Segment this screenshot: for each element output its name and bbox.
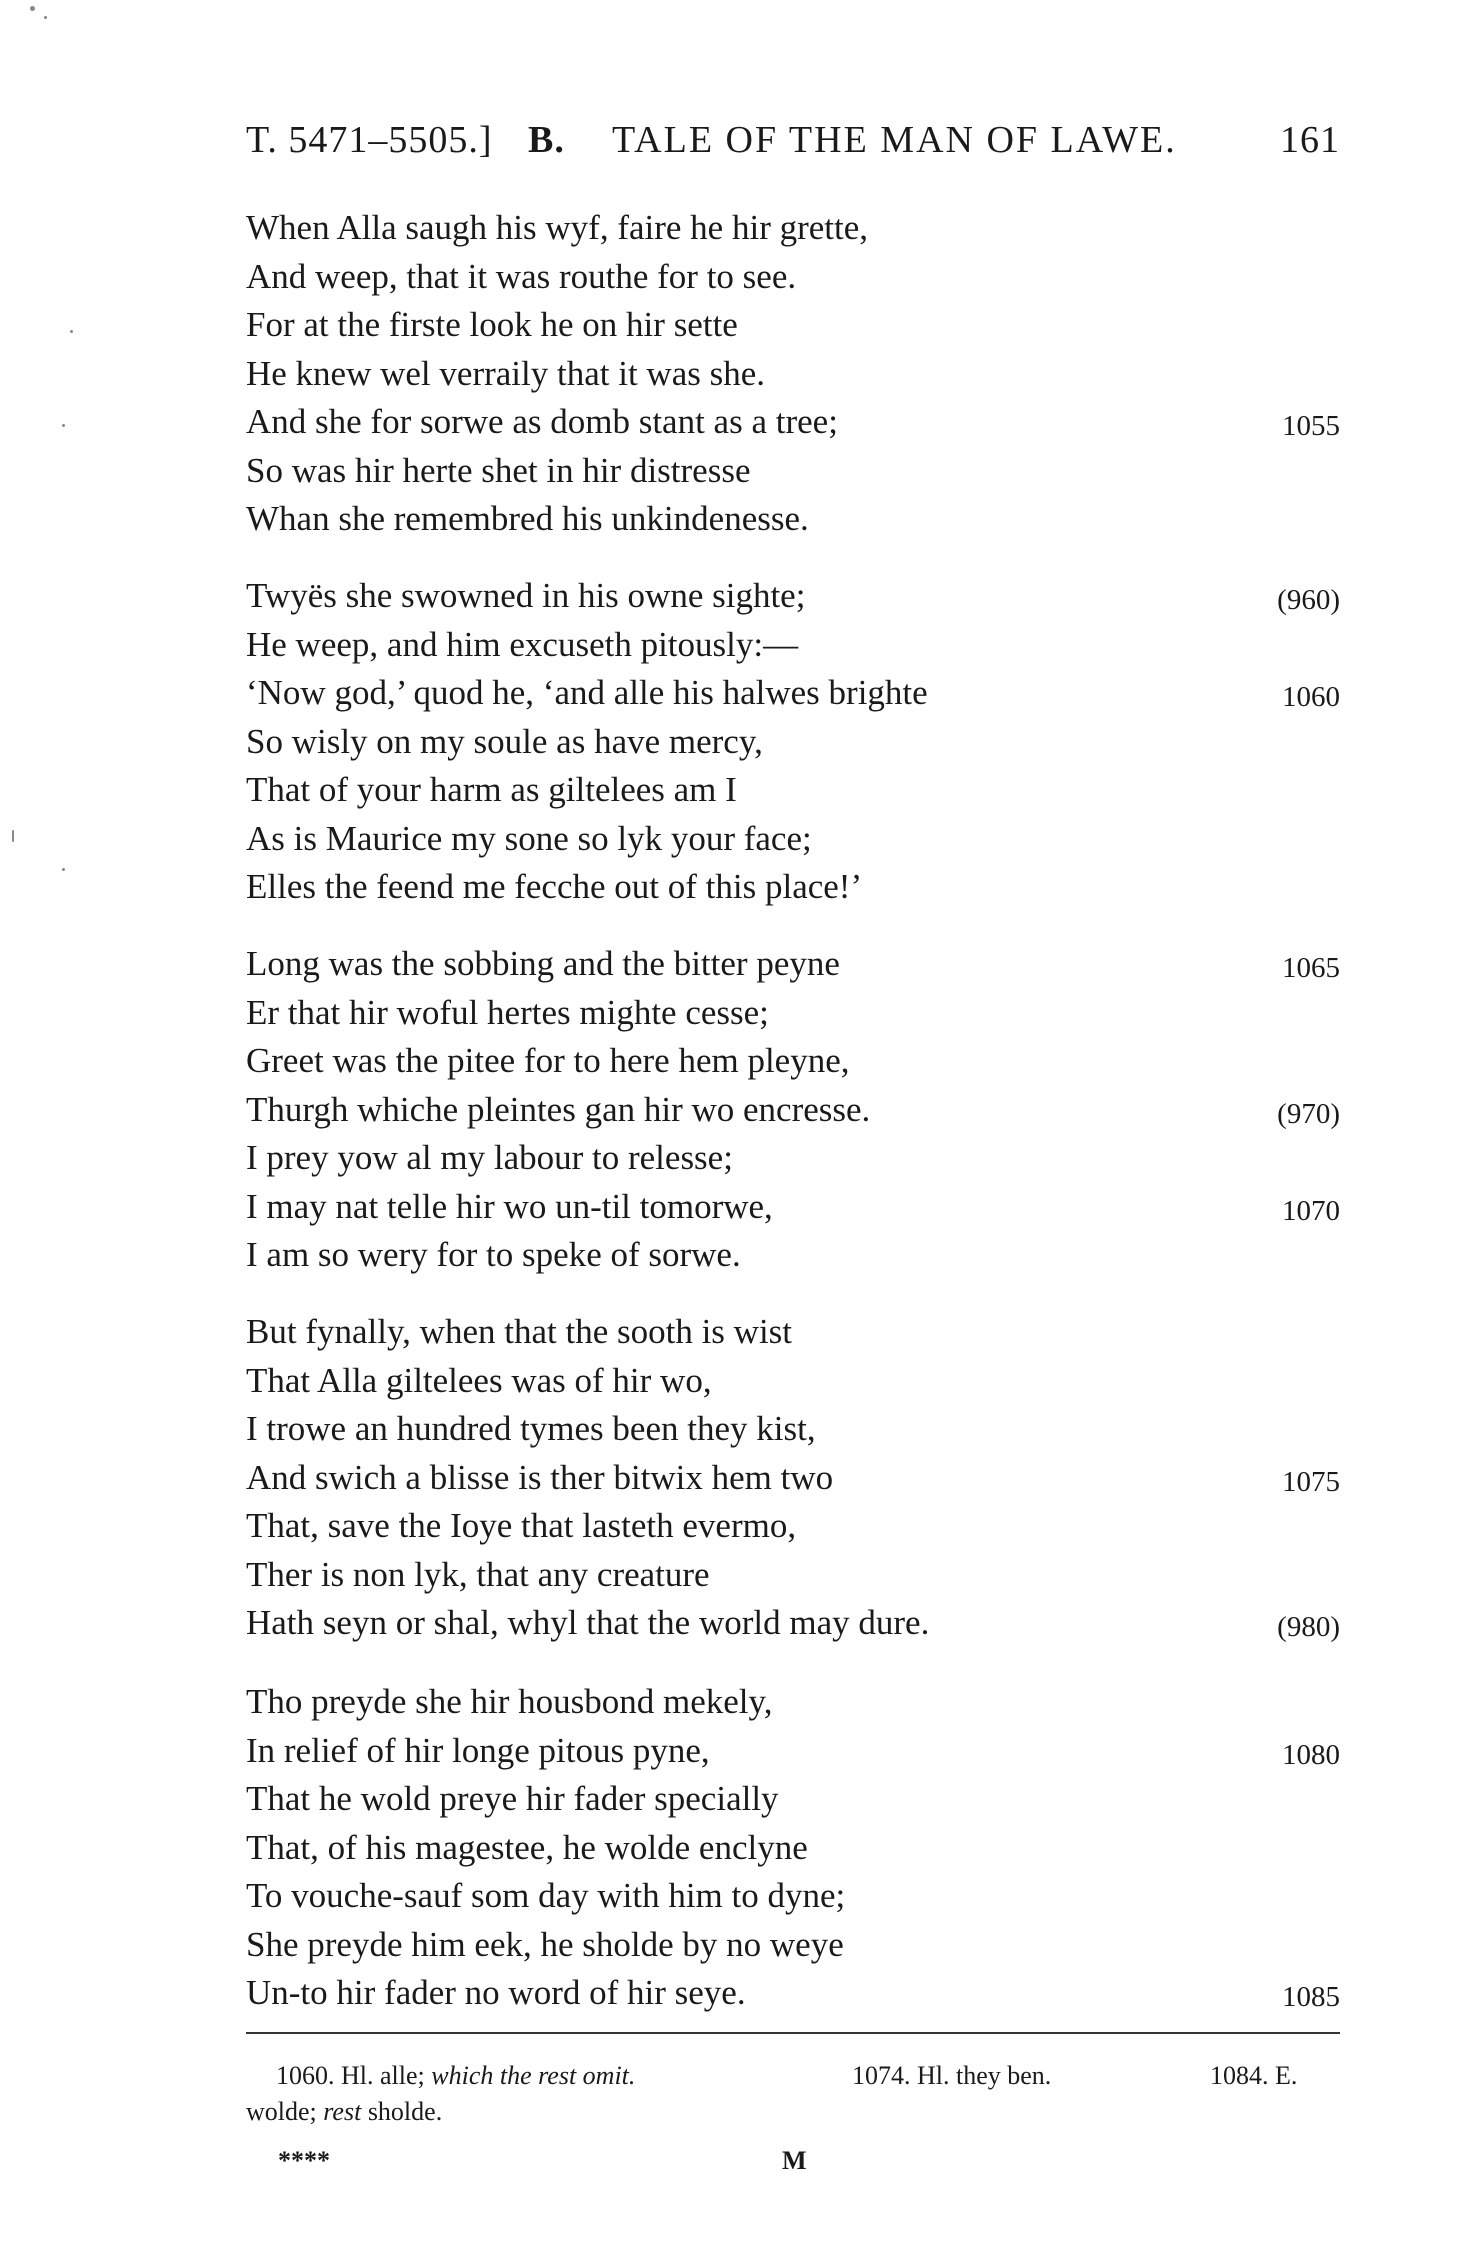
line-number: (980) — [1277, 1611, 1340, 1643]
verse-line — [246, 621, 1340, 670]
line-number: 1085 — [1282, 1981, 1340, 2013]
footnote-1084-continued: wolde; rest sholde. — [246, 2097, 443, 2126]
verse-line — [246, 815, 1340, 864]
verse-line — [246, 301, 1340, 350]
verse-text: I prey yow al my labour to relesse; — [246, 1138, 733, 1177]
verse-line — [246, 1727, 1340, 1776]
verse-text: I trowe an hundred tymes been they kist, — [246, 1409, 816, 1448]
margin-speck — [62, 424, 65, 427]
verse-line — [246, 669, 1340, 718]
line-reference: T. 5471–5505.] — [246, 119, 493, 161]
signature-stars: **** — [278, 2146, 330, 2175]
line-number: 1080 — [1282, 1738, 1340, 1771]
verse-line — [246, 940, 1340, 989]
verse-text: ‘Now god,’ quod he, ‘and alle his halwes brighte — [246, 673, 928, 712]
verse-line — [246, 204, 1340, 253]
verse-text: Un-to hir fader no word of hir seye. — [246, 1973, 746, 2012]
verse-line — [246, 1775, 1340, 1824]
verse-text: That, of his magestee, he wolde enclyne — [246, 1827, 808, 1867]
stanza — [246, 572, 1340, 912]
stanza — [246, 1678, 1340, 2018]
verse-line — [246, 253, 1340, 302]
verse-text: Twyës she swowned in his owne sighte; — [246, 576, 806, 615]
verse-text: That Alla giltelees was of hir wo, — [246, 1360, 712, 1400]
verse-line — [246, 1357, 1340, 1406]
stanza — [246, 1308, 1340, 1648]
line-number: 1060 — [1282, 681, 1340, 713]
verse-line — [246, 572, 1340, 621]
verse-text: He weep, and him excuseth pitously:— — [246, 624, 799, 664]
verse-line — [246, 1872, 1340, 1921]
verse-line — [246, 350, 1340, 399]
verse-line — [246, 1231, 1340, 1280]
footnote-1074: 1074. Hl. they ben. — [852, 2061, 1052, 2090]
line-number: 1065 — [1282, 952, 1340, 984]
verse-line — [246, 1502, 1340, 1551]
verse-text: Whan she remembred his unkindenesse. — [246, 499, 809, 538]
verse-text: Ther is non lyk, that any creature — [246, 1554, 710, 1594]
verse-text: Long was the sobbing and the bitter peyne — [246, 944, 840, 983]
verse-text: So wisly on my soule as have mercy, — [246, 721, 763, 761]
verse-line — [246, 1678, 1340, 1727]
line-number: 1075 — [1282, 1465, 1340, 1498]
margin-speck — [30, 6, 35, 11]
verse-text: When Alla saugh his wyf, faire he hir grette, — [246, 208, 869, 247]
margin-speck — [62, 868, 65, 871]
footnote-1060: 1060. Hl. alle; which the rest omit. — [276, 2061, 636, 2090]
line-number: 1055 — [1282, 410, 1340, 442]
verse-text: But fynally, when that the sooth is wist — [246, 1312, 793, 1351]
page-number: 161 — [1280, 119, 1340, 161]
verse-text: Er that hir woful hertes mighte cesse; — [246, 992, 769, 1032]
verse-line — [246, 718, 1340, 767]
verse-line — [246, 1405, 1340, 1454]
verse-text: That he wold preye hir fader specially — [246, 1779, 779, 1818]
verse-line — [246, 447, 1340, 496]
verse-line — [246, 766, 1340, 815]
verse-text: So was hir herte shet in hir distresse — [246, 450, 751, 490]
verse-line — [246, 398, 1340, 447]
verse-line — [246, 1183, 1340, 1232]
line-number: (960) — [1277, 584, 1340, 616]
section-letter: B. — [528, 119, 565, 161]
line-number: (970) — [1277, 1097, 1340, 1130]
verse-text: To vouche-sauf som day with him to dyne; — [246, 1876, 846, 1915]
verse-text: She preyde him eek, he sholde by no weye — [246, 1924, 844, 1964]
verse-text: As is Maurice my sone so lyk your face; — [246, 818, 812, 858]
footnote-1084: 1084. E. — [1210, 2061, 1298, 2090]
verse-line — [246, 1037, 1340, 1086]
verse-line — [246, 1551, 1340, 1600]
margin-speck — [70, 330, 73, 333]
margin-speck — [44, 16, 47, 19]
verse-text: I am so wery for to speke of sorwe. — [246, 1235, 741, 1274]
margin-speck — [12, 830, 14, 842]
verse-text: And weep, that it was routhe for to see. — [246, 256, 797, 296]
verse-text: Hath seyn or shal, whyl that the world may dure. — [246, 1603, 930, 1642]
verse-text: And she for sorwe as domb stant as a tree; — [246, 402, 838, 441]
verse-text: I may nat telle hir wo un-til tomorwe, — [246, 1186, 773, 1226]
verse-text: Elles the feend me fecche out of this place!’ — [246, 867, 863, 906]
verse-line — [246, 495, 1340, 544]
verse-line — [246, 1969, 1340, 2018]
stanza — [246, 204, 1340, 544]
verse-line — [246, 1824, 1340, 1873]
verse-line — [246, 863, 1340, 912]
stanza — [246, 940, 1340, 1280]
line-number: 1070 — [1282, 1194, 1340, 1227]
verse-text: Tho preyde she hir housbond mekely, — [246, 1682, 773, 1721]
verse-line — [246, 1308, 1340, 1357]
verse-line — [246, 1921, 1340, 1970]
verse-text: That, save the Ioye that lasteth evermo, — [246, 1506, 797, 1545]
verse-text: And swich a blisse is ther bitwix hem two — [246, 1457, 834, 1497]
verse-text: He knew wel verraily that it was she. — [246, 353, 766, 393]
verse-line — [246, 1599, 1340, 1648]
verse-text: Thurgh whiche pleintes gan hir wo encresse. — [246, 1089, 871, 1129]
footnote-rule — [246, 2032, 1340, 2034]
verse-line — [246, 1086, 1340, 1135]
verse-line — [246, 1454, 1340, 1503]
running-title: TALE OF THE MAN OF LAWE. — [612, 119, 1177, 161]
verse-text: That of your harm as giltelees am I — [246, 770, 737, 809]
verse-line — [246, 1134, 1340, 1183]
signature-mark: M — [782, 2146, 807, 2175]
running-header — [246, 118, 1340, 166]
verse-text: For at the firste look he on hir sette — [246, 305, 738, 344]
verse-text: In relief of hir longe pitous pyne, — [246, 1730, 710, 1770]
verse-line — [246, 989, 1340, 1038]
verse-text: Greet was the pitee for to here hem pleyne, — [246, 1041, 850, 1080]
